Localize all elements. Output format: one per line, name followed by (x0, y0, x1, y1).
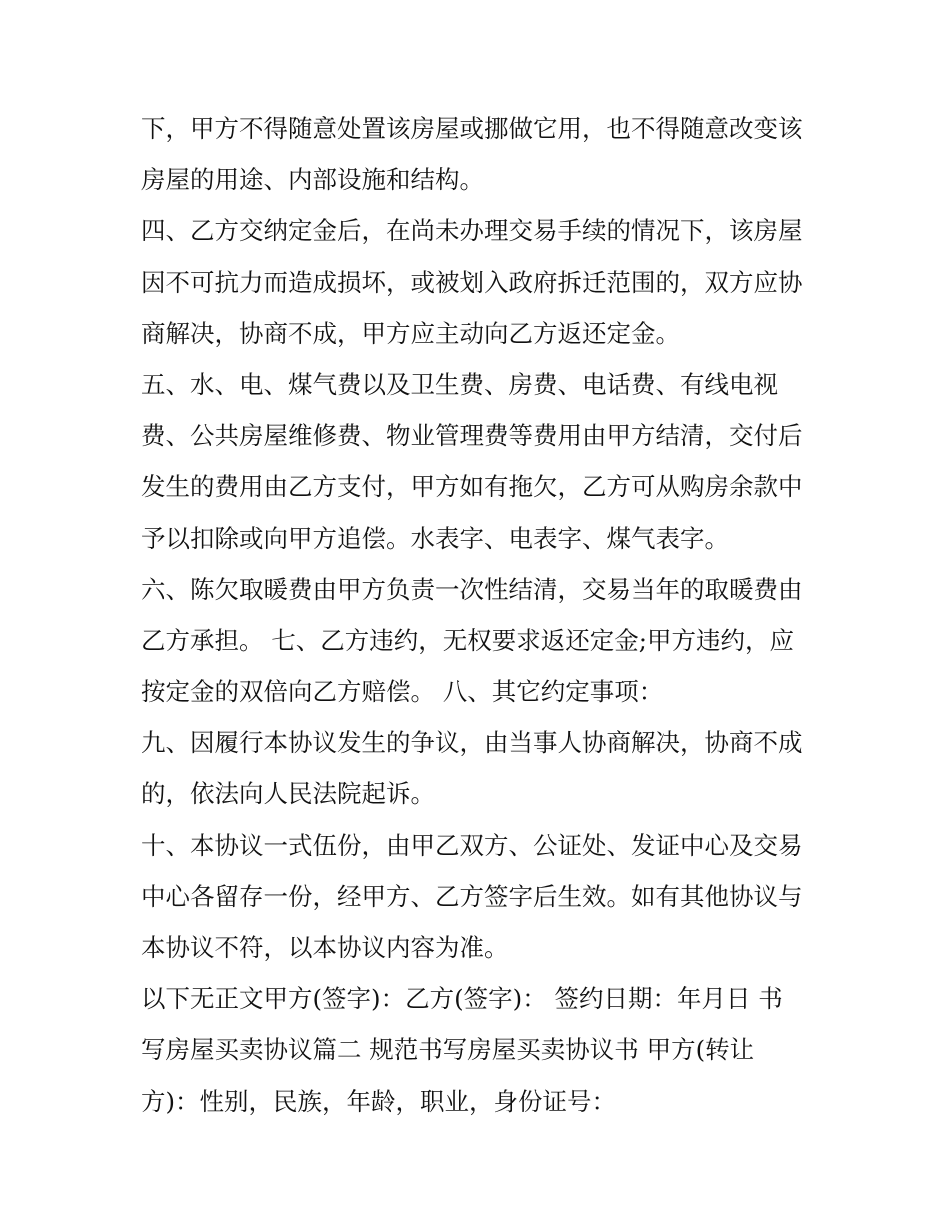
clause-6-line-1: 六、陈欠取暖费由甲方负责一次性结清，交易当年的取暖费由 (141, 574, 803, 604)
party-a-info-line: 方)：性别，民族，年龄，职业，身份证号： (141, 1086, 617, 1116)
clause-4-line-3: 商解决，协商不成，甲方应主动向乙方返还定金。 (141, 318, 680, 348)
clause-7-8-line-3: 按定金的双倍向乙方赔偿。 八、其它约定事项： (141, 677, 664, 707)
text-line-1: 下，甲方不得随意处置该房屋或挪做它用，也不得随意改变该 (141, 114, 803, 143)
signature-line: 以下无正文甲方(签字)：乙方(签字)： 签约日期：年月日 书 (141, 984, 783, 1014)
clause-5-line-3: 发生的费用由乙方支付，甲方如有拖欠，乙方可从购房余款中 (141, 472, 803, 502)
clause-5-line-2: 费、公共房屋维修费、物业管理费等费用由甲方结清，交付后 (141, 421, 803, 451)
clause-5-line-4: 予以扣除或向甲方追偿。水表字、电表字、煤气表字。 (141, 523, 729, 553)
section-two-heading-line: 写房屋买卖协议篇二 规范书写房屋买卖协议书 甲方(转让 (141, 1035, 755, 1065)
clause-10-line-3: 本协议不符，以本协议内容为准。 (141, 933, 509, 962)
clause-9-line-2: 的，依法向人民法院起诉。 (141, 779, 435, 809)
clause-5-line-1: 五、水、电、煤气费以及卫生费、房费、电话费、有线电视 (141, 369, 778, 399)
clause-4-line-1: 四、乙方交纳定金后，在尚未办理交易手续的情况下，该房屋 (141, 216, 803, 246)
clause-4-line-2: 因不可抗力而造成损坏，或被划入政府拆迁范围的，双方应协 (141, 267, 803, 297)
text-line-2: 房屋的用途、内部设施和结构。 (141, 165, 484, 195)
clause-10-line-1: 十、本协议一式伍份，由甲乙双方、公证处、发证中心及交易 (141, 830, 803, 860)
clause-9-line-1: 九、因履行本协议发生的争议，由当事人协商解决，协商不成 (141, 728, 803, 758)
clause-6-7-line-2: 乙方承担。 七、乙方违约，无权要求返还定金;甲方违约，应 (141, 625, 795, 655)
contract-body (141, 103, 821, 1127)
clause-10-line-2: 中心各留存一份，经甲方、乙方签字后生效。如有其他协议与 (141, 881, 803, 911)
